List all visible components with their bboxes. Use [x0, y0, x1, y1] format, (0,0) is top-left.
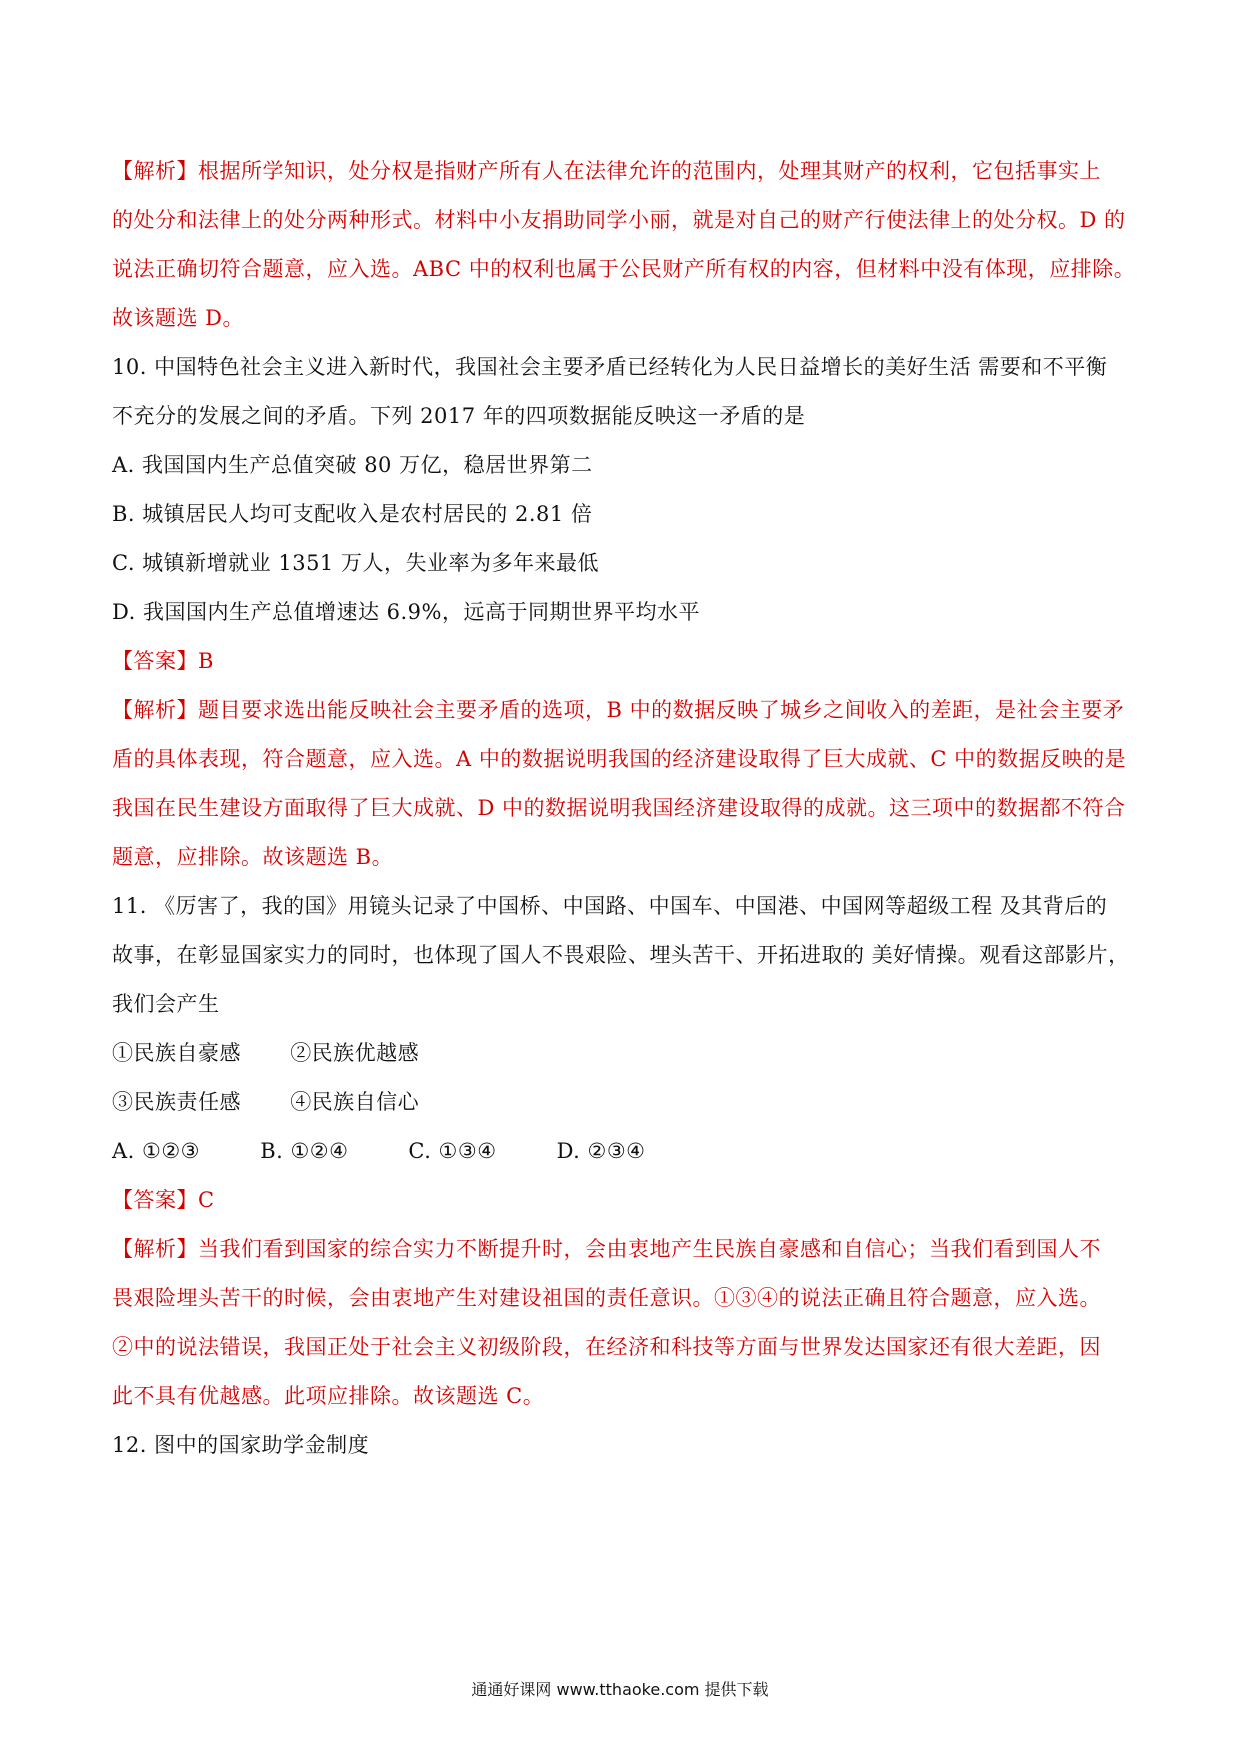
q10-stem-line-1: 10. 中国特色社会主义进入新时代，我国社会主要矛盾已经转化为人民日益增长的美好生活 需要和不平衡: [112, 355, 1108, 379]
q10-option-c: C. 城镇新增就业 1351 万人，失业率为多年来最低: [112, 551, 599, 575]
q11-stem-line-2: 故事，在彰显国家实力的同时，也体现了国人不畏艰险、埋头苦干、开拓进取的 美好情操。观看这部影片，: [112, 943, 1130, 967]
q11-item-4: ④民族自信心: [290, 1090, 420, 1114]
q11-item-3: ③民族责任感: [112, 1090, 241, 1114]
q10-stem-line-2: 不充分的发展之间的矛盾。下列 2017 年的四项数据能反映这一矛盾的是: [112, 404, 806, 428]
q10-analysis-line-1: 【解析】题目要求选出能反映社会主要矛盾的选项，B 中的数据反映了城乡之间收入的差距，是社会主要矛: [112, 698, 1125, 722]
q11-stem-line-1: 11. 《厉害了，我的国》用镜头记录了中国桥、中国路、中国车、中国港、中国网等超级工程 及其背后的: [112, 894, 1108, 918]
q11-choice-b: B. ①②④: [260, 1139, 349, 1163]
q11-choices-row: [112, 1141, 645, 1162]
q10-answer: 【答案】B: [112, 649, 214, 673]
q9-analysis-line-4: 故该题选 D。: [112, 306, 245, 330]
q11-items-row-1: [112, 1043, 419, 1064]
q11-analysis-line-2: 畏艰险埋头苦干的时候，会由衷地产生对建设祖国的责任意识。①③④的说法正确且符合题意，应入选。: [112, 1286, 1101, 1310]
q11-analysis-line-3: ②中的说法错误，我国正处于社会主义初级阶段，在经济和科技等方面与世界发达国家还有很大差距，因: [112, 1335, 1101, 1359]
q11-items-row-2: [112, 1092, 419, 1113]
q11-item-1: ①民族自豪感: [112, 1041, 241, 1065]
q11-choice-c: C. ①③④: [408, 1139, 497, 1163]
q11-analysis-line-4: 此不具有优越感。此项应排除。故该题选 C。: [112, 1384, 545, 1408]
q12-stem: 12. 图中的国家助学金制度: [112, 1433, 370, 1457]
q10-analysis-line-4: 题意，应排除。故该题选 B。: [112, 845, 394, 869]
q11-choice-d: D. ②③④: [556, 1139, 646, 1163]
q10-option-a: A. 我国国内生产总值突破 80 万亿，稳居世界第二: [112, 453, 593, 477]
q10-analysis-line-2: 盾的具体表现，符合题意，应入选。A 中的数据说明我国的经济建设取得了巨大成就、C 中的数据反映的是: [112, 747, 1127, 771]
q11-analysis-line-1: 【解析】当我们看到国家的综合实力不断提升时，会由衷地产生民族自豪感和自信心；当我们看到国人不: [112, 1237, 1101, 1261]
q10-analysis-line-3: 我国在民生建设方面取得了巨大成就、D 中的数据说明我国经济建设取得的成就。这三项中的数据都不符合: [112, 796, 1126, 820]
q11-stem-line-3: 我们会产生: [112, 992, 220, 1016]
q11-choice-a: A. ①②③: [112, 1139, 200, 1163]
page-footer: 通通好课网 www.tthaoke.com 提供下载: [471, 1680, 769, 1699]
q9-analysis-line-1: 【解析】根据所学知识，处分权是指财产所有人在法律允许的范围内，处理其财产的权利，它包括事实上: [112, 159, 1101, 183]
q11-answer: 【答案】C: [112, 1188, 215, 1212]
q9-analysis-line-3: 说法正确切符合题意，应入选。ABC 中的权利也属于公民财产所有权的内容，但材料中没有体现，应排除。: [112, 257, 1136, 281]
q9-analysis-line-2: 的处分和法律上的处分两种形式。材料中小友捐助同学小丽，就是对自己的财产行使法律上的处分权。D 的: [112, 208, 1126, 232]
q10-option-b: B. 城镇居民人均可支配收入是农村居民的 2.81 倍: [112, 502, 593, 526]
q11-item-2: ②民族优越感: [290, 1041, 420, 1065]
q10-option-d: D. 我国国内生产总值增速达 6.9%，远高于同期世界平均水平: [112, 600, 700, 624]
